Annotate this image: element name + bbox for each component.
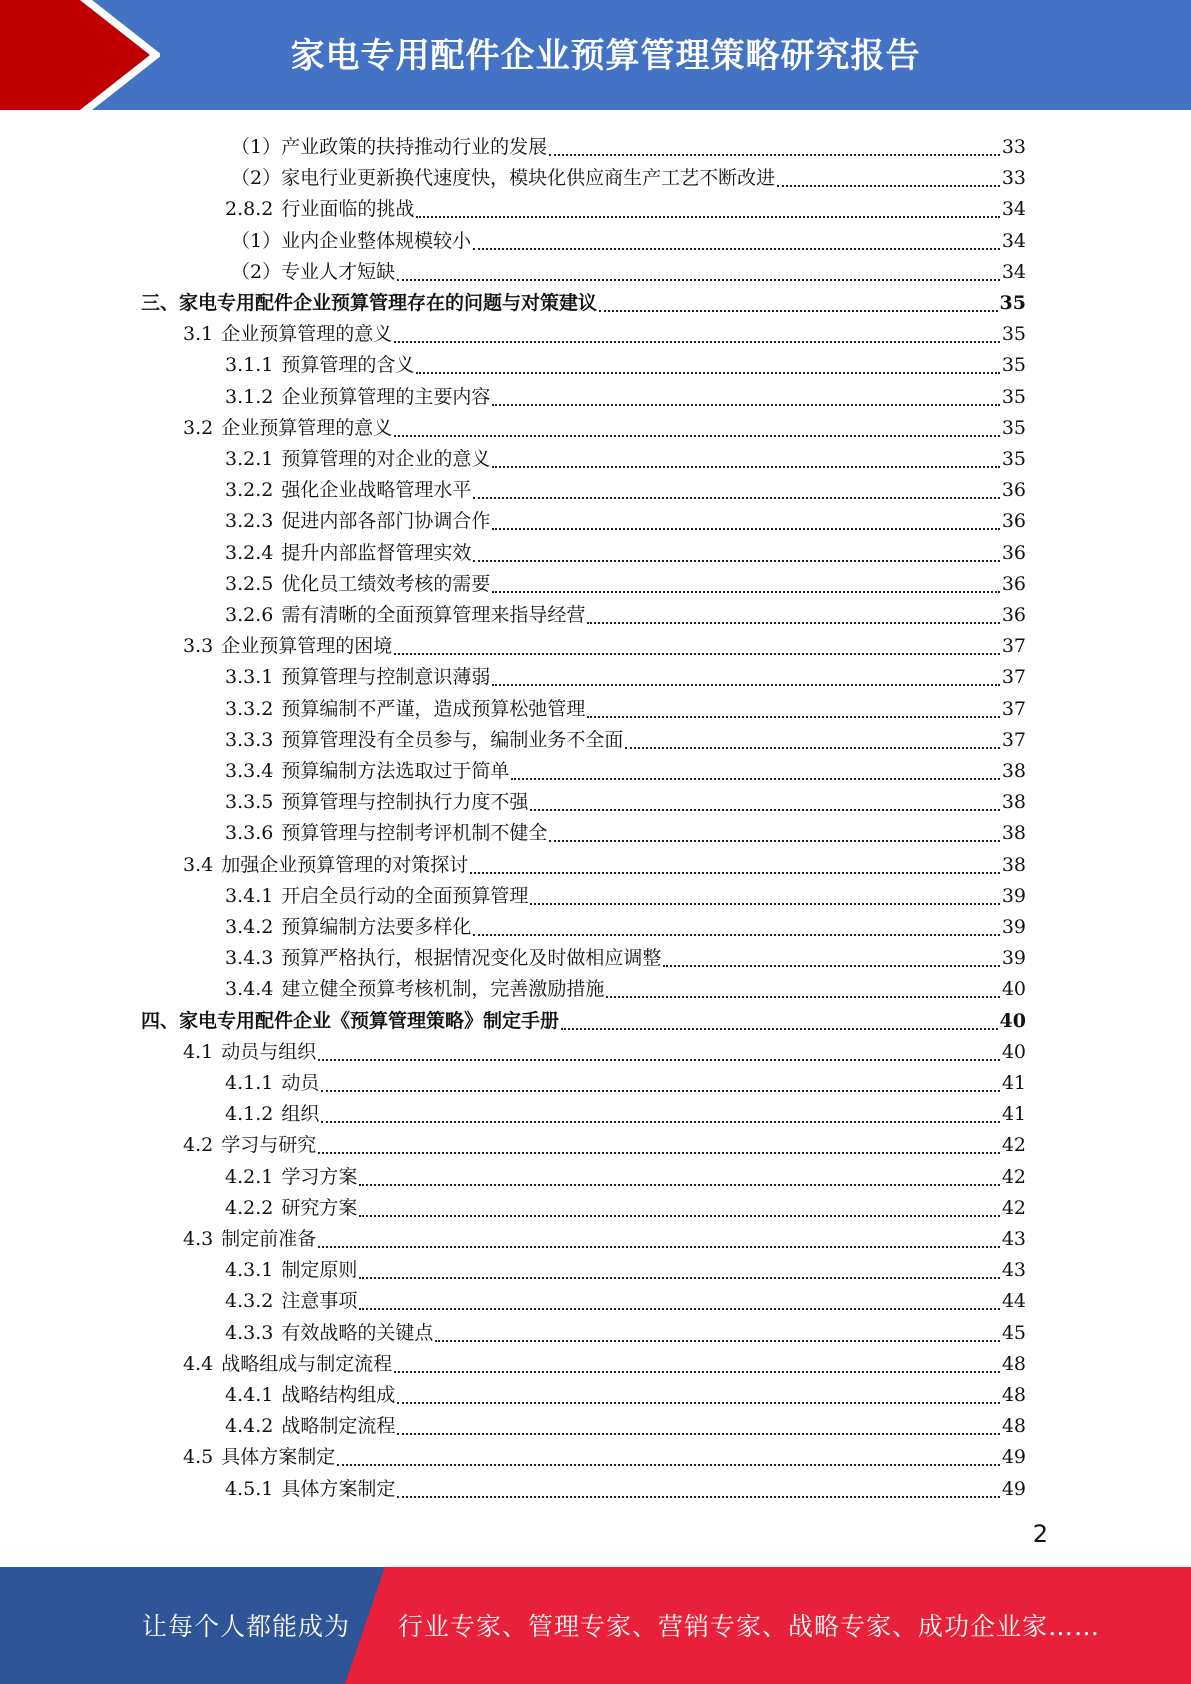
toc-entry-title: （2）家电行业更新换代速度快，模块化供应商生产工艺不断改进 xyxy=(231,167,776,189)
toc-entry[interactable] xyxy=(231,253,1026,284)
toc-dot-leader xyxy=(470,850,1000,874)
toc-dot-leader xyxy=(359,1255,999,1279)
toc-entry-title: 三、家电专用配件企业预算管理存在的问题与对策建议 xyxy=(141,292,598,314)
toc-dot-leader xyxy=(606,974,999,998)
toc-entry-page: 42 xyxy=(1001,1134,1026,1156)
toc-entry-page: 39 xyxy=(1001,916,1026,938)
toc-dot-leader xyxy=(492,506,999,530)
toc-entry-page: 35 xyxy=(1001,417,1026,439)
toc-entry[interactable] xyxy=(183,1033,1026,1064)
toc-entry-number: 3.4.4 xyxy=(225,978,274,1000)
toc-entry-title: 预算管理的对企业的意义 xyxy=(281,448,491,470)
toc-entry-title: 行业面临的挑战 xyxy=(281,198,415,220)
toc-entry-title: 预算管理与控制考评机制不健全 xyxy=(281,822,548,844)
toc-entry-title: 企业预算管理的困境 xyxy=(221,635,393,657)
toc-entry-number: 4.2 xyxy=(183,1134,214,1156)
toc-entry[interactable] xyxy=(225,502,1026,533)
toc-entry-number: 3.4.2 xyxy=(225,916,274,938)
toc-entry-page: 36 xyxy=(1001,510,1026,532)
toc-entry-page: 41 xyxy=(1001,1103,1026,1125)
toc-dot-leader xyxy=(318,1224,1000,1248)
toc-entry-title: 提升内部监督管理实效 xyxy=(281,542,472,564)
toc-entry-page: 39 xyxy=(1001,885,1026,907)
toc-entry[interactable] xyxy=(231,159,1026,190)
toc-dot-leader xyxy=(359,1162,999,1186)
toc-entry[interactable] xyxy=(183,1220,1026,1251)
toc-dot-leader xyxy=(318,1037,1000,1061)
toc-entry[interactable] xyxy=(225,471,1026,502)
toc-dot-leader xyxy=(473,912,999,936)
toc-entry[interactable] xyxy=(225,1064,1026,1095)
toc-entry-number: 4.3.2 xyxy=(225,1290,274,1312)
toc-entry-title: 研究方案 xyxy=(281,1197,358,1219)
toc-entry-title: 战略结构组成 xyxy=(281,1384,396,1406)
toc-entry-number: 3.3.3 xyxy=(225,729,274,751)
toc-entry-number: 4.3.1 xyxy=(225,1259,274,1281)
toc-dot-leader xyxy=(492,382,999,406)
toc-entry-title: 企业预算管理的意义 xyxy=(221,323,393,345)
toc-entry-title: 强化企业战略管理水平 xyxy=(281,479,472,501)
toc-dot-leader xyxy=(318,1130,1000,1154)
toc-dot-leader xyxy=(625,725,999,749)
toc-entry-number: 3.3.2 xyxy=(225,698,274,720)
toc-dot-leader xyxy=(492,569,999,593)
toc-entry-page: 35 xyxy=(999,292,1026,314)
page-title: 家电专用配件企业预算管理策略研究报告 xyxy=(290,36,921,76)
toc-entry-page: 33 xyxy=(1001,167,1026,189)
toc-entry-page: 39 xyxy=(1001,947,1026,969)
toc-entry[interactable] xyxy=(225,1314,1026,1345)
toc-entry-title: 预算管理的含义 xyxy=(281,354,415,376)
toc-entry-page: 41 xyxy=(1001,1072,1026,1094)
toc-entry-number: 3.3.4 xyxy=(225,760,274,782)
toc-entry-number: 4.4.2 xyxy=(225,1415,274,1437)
page-number: 2 xyxy=(1032,1520,1048,1548)
footer-slogan-left: 让每个人都能成为 xyxy=(142,1612,351,1641)
toc-entry[interactable] xyxy=(225,970,1026,1001)
page-header xyxy=(0,0,1191,110)
toc-entry[interactable] xyxy=(225,378,1026,409)
toc-entry-number: 4.3 xyxy=(183,1228,214,1250)
toc-entry-number: 3.1 xyxy=(183,323,214,345)
toc-entry-page: 40 xyxy=(1001,1041,1026,1063)
toc-entry-number: 4.1.2 xyxy=(225,1103,274,1125)
toc-entry[interactable] xyxy=(225,346,1026,377)
toc-entry-page: 37 xyxy=(1001,729,1026,751)
toc-entry-title: 具体方案制定 xyxy=(221,1446,336,1468)
toc-entry-title: 加强企业预算管理的对策探讨 xyxy=(221,854,469,876)
toc-entry[interactable] xyxy=(231,222,1026,253)
toc-entry-title: 制定前准备 xyxy=(221,1228,317,1250)
toc-dot-leader xyxy=(587,694,999,718)
toc-entry-page: 49 xyxy=(1001,1446,1026,1468)
toc-entry-page: 48 xyxy=(1001,1384,1026,1406)
toc-entry-number: 4.5.1 xyxy=(225,1478,274,1500)
toc-dot-leader xyxy=(587,600,999,624)
toc-entry-number: 3.4.1 xyxy=(225,885,274,907)
toc-entry-title: 具体方案制定 xyxy=(281,1478,396,1500)
toc-entry-page: 40 xyxy=(999,1010,1026,1032)
toc-entry-page: 37 xyxy=(1001,666,1026,688)
toc-entry-title: 预算管理与控制意识薄弱 xyxy=(281,666,491,688)
toc-entry[interactable] xyxy=(225,1470,1026,1501)
toc-entry-title: （2）专业人才短缺 xyxy=(231,261,396,283)
toc-entry-page: 33 xyxy=(1001,136,1026,158)
toc-entry-number: 4.4 xyxy=(183,1353,214,1375)
toc-entry-title: 组织 xyxy=(281,1103,320,1125)
toc-entry-title: （1）业内企业整体规模较小 xyxy=(231,230,472,252)
toc-dot-leader xyxy=(549,132,1000,156)
toc-entry-number: 3.4 xyxy=(183,854,214,876)
toc-entry-number: 3.2.1 xyxy=(225,448,274,470)
toc-entry-page: 48 xyxy=(1001,1353,1026,1375)
toc-entry-title: 开启全员行动的全面预算管理 xyxy=(281,885,529,907)
toc-entry-page: 36 xyxy=(1001,573,1026,595)
toc-entry-number: 4.4.1 xyxy=(225,1384,274,1406)
toc-entry-title: 学习与研究 xyxy=(221,1134,317,1156)
toc-dot-leader xyxy=(359,1193,999,1217)
toc-entry[interactable] xyxy=(225,1376,1026,1407)
toc-entry-number: 4.5 xyxy=(183,1446,214,1468)
toc-dot-leader xyxy=(473,226,1000,250)
toc-entry[interactable] xyxy=(183,1438,1026,1469)
toc-dot-leader xyxy=(549,818,999,842)
toc-entry-number: 3.3 xyxy=(183,635,214,657)
toc-entry-title: 预算管理与控制执行力度不强 xyxy=(281,791,529,813)
toc-entry-number: 3.3.6 xyxy=(225,822,274,844)
toc-dot-leader xyxy=(599,288,998,312)
toc-entry[interactable] xyxy=(183,409,1026,440)
toc-dot-leader xyxy=(394,319,1000,343)
toc-entry-title: 有效战略的关键点 xyxy=(281,1322,434,1344)
toc-entry-page: 40 xyxy=(1001,978,1026,1000)
toc-entry-number: 3.3.5 xyxy=(225,791,274,813)
toc-entry-number: 4.3.3 xyxy=(225,1322,274,1344)
toc-entry[interactable] xyxy=(225,939,1026,970)
toc-dot-leader xyxy=(663,943,999,967)
toc-entry-title: 预算管理没有全员参与，编制业务不全面 xyxy=(281,729,624,751)
toc-entry-number: 4.2.2 xyxy=(225,1197,274,1219)
toc-dot-leader xyxy=(492,444,999,468)
toc-entry-page: 38 xyxy=(1001,854,1026,876)
toc-entry-title: 学习方案 xyxy=(281,1166,358,1188)
toc-chapter-entry[interactable] xyxy=(141,1002,1026,1033)
toc-entry-page: 45 xyxy=(1001,1322,1026,1344)
toc-dot-leader xyxy=(337,1442,1000,1466)
toc-dot-leader xyxy=(394,631,1000,655)
toc-entry[interactable] xyxy=(225,190,1026,221)
toc-entry-page: 43 xyxy=(1001,1228,1026,1250)
toc-dot-leader xyxy=(511,756,999,780)
toc-entry-title: 制定原则 xyxy=(281,1259,358,1281)
toc-entry-page: 48 xyxy=(1001,1415,1026,1437)
toc-dot-leader xyxy=(394,413,1000,437)
toc-entry-number: 4.1.1 xyxy=(225,1072,274,1094)
toc-entry-page: 36 xyxy=(1001,604,1026,626)
toc-entry-page: 36 xyxy=(1001,542,1026,564)
toc-entry[interactable] xyxy=(225,565,1026,596)
toc-entry-title: 战略制定流程 xyxy=(281,1415,396,1437)
toc-entry-number: 2.8.2 xyxy=(225,198,274,220)
toc-entry[interactable] xyxy=(225,1095,1026,1126)
toc-entry[interactable] xyxy=(225,1189,1026,1220)
toc-entry-page: 36 xyxy=(1001,479,1026,501)
toc-dot-leader xyxy=(394,1349,1000,1373)
toc-entry-number: 3.4.3 xyxy=(225,947,274,969)
toc-entry-title: 动员与组织 xyxy=(221,1041,317,1063)
toc-entry-number: 4.2.1 xyxy=(225,1166,274,1188)
toc-entry-page: 42 xyxy=(1001,1166,1026,1188)
toc-entry[interactable] xyxy=(183,1126,1026,1157)
toc-entry-number: 4.1 xyxy=(183,1041,214,1063)
toc-entry-page: 35 xyxy=(1001,386,1026,408)
toc-dot-leader xyxy=(397,1411,999,1435)
toc-entry[interactable] xyxy=(183,627,1026,658)
toc-entry-page: 37 xyxy=(1001,698,1026,720)
toc-dot-leader xyxy=(397,257,1000,281)
toc-entry-title: 四、家电专用配件企业《预算管理策略》制定手册 xyxy=(141,1010,560,1032)
toc-entry-title: （1）产业政策的扶持推动行业的发展 xyxy=(231,136,548,158)
toc-entry[interactable] xyxy=(225,1158,1026,1189)
toc-entry[interactable] xyxy=(225,814,1026,845)
toc-chapter-entry[interactable] xyxy=(141,284,1026,315)
toc-entry-number: 3.3.1 xyxy=(225,666,274,688)
toc-entry-page: 35 xyxy=(1001,448,1026,470)
toc-entry-number: 3.2.2 xyxy=(225,479,274,501)
toc-entry-title: 需有清晰的全面预算管理来指导经营 xyxy=(281,604,586,626)
toc-dot-leader xyxy=(359,1286,999,1310)
toc-entry[interactable] xyxy=(225,534,1026,565)
toc-entry-page: 49 xyxy=(1001,1478,1026,1500)
toc-dot-leader xyxy=(416,350,999,374)
toc-entry-number: 3.2.6 xyxy=(225,604,274,626)
toc-entry-page: 37 xyxy=(1001,635,1026,657)
toc-entry[interactable] xyxy=(231,128,1026,159)
toc-dot-leader xyxy=(416,194,999,218)
toc-entry-number: 3.1.1 xyxy=(225,354,274,376)
toc-entry[interactable] xyxy=(225,440,1026,471)
toc-entry[interactable] xyxy=(183,315,1026,346)
toc-entry-number: 3.2.3 xyxy=(225,510,274,532)
footer-slogan-right: 行业专家、管理专家、营销专家、战略专家、成功企业家…… xyxy=(398,1612,1101,1641)
toc-dot-leader xyxy=(473,538,999,562)
toc-entry-title: 促进内部各部门协调合作 xyxy=(281,510,491,532)
toc-entry-page: 35 xyxy=(1001,354,1026,376)
toc-dot-leader xyxy=(473,475,999,499)
toc-entry-title: 企业预算管理的主要内容 xyxy=(281,386,491,408)
toc-dot-leader xyxy=(561,1006,998,1030)
page-footer xyxy=(0,1567,1191,1684)
toc-entry-page: 35 xyxy=(1001,323,1026,345)
toc-entry-page: 38 xyxy=(1001,791,1026,813)
toc-entry[interactable] xyxy=(183,1345,1026,1376)
toc-entry[interactable] xyxy=(225,658,1026,689)
toc-entry[interactable] xyxy=(225,721,1026,752)
toc-dot-leader xyxy=(530,787,999,811)
toc-entry-title: 预算编制不严谨，造成预算松弛管理 xyxy=(281,698,586,720)
toc-entry[interactable] xyxy=(225,690,1026,721)
toc-dot-leader xyxy=(397,1380,999,1404)
toc-dot-leader xyxy=(435,1318,999,1342)
toc-entry-page: 34 xyxy=(1001,230,1026,252)
toc-entry-title: 动员 xyxy=(281,1072,320,1094)
toc-entry-title: 注意事项 xyxy=(281,1290,358,1312)
toc-entry-title: 战略组成与制定流程 xyxy=(221,1353,393,1375)
toc-entry[interactable] xyxy=(225,752,1026,783)
toc-entry-title: 预算编制方法选取过于简单 xyxy=(281,760,510,782)
toc-entry-title: 预算严格执行，根据情况变化及时做相应调整 xyxy=(281,947,662,969)
toc-entry-page: 43 xyxy=(1001,1259,1026,1281)
toc-entry-title: 优化员工绩效考核的需要 xyxy=(281,573,491,595)
toc-entry[interactable] xyxy=(225,1407,1026,1438)
toc-entry-title: 预算编制方法要多样化 xyxy=(281,916,472,938)
toc-entry[interactable] xyxy=(183,846,1026,877)
toc-entry-title: 建立健全预算考核机制，完善激励措施 xyxy=(281,978,605,1000)
toc-dot-leader xyxy=(321,1099,999,1123)
toc-dot-leader xyxy=(321,1068,999,1092)
toc-dot-leader xyxy=(530,881,999,905)
toc-entry[interactable] xyxy=(225,783,1026,814)
toc-entry[interactable] xyxy=(225,877,1026,908)
toc-entry-page: 42 xyxy=(1001,1197,1026,1219)
toc-entry-page: 38 xyxy=(1001,760,1026,782)
toc-entry[interactable] xyxy=(225,1251,1026,1282)
toc-entry-number: 3.1.2 xyxy=(225,386,274,408)
toc-entry-page: 34 xyxy=(1001,261,1026,283)
toc-entry-number: 3.2.4 xyxy=(225,542,274,564)
toc-entry-number: 3.2 xyxy=(183,417,214,439)
toc-entry-page: 38 xyxy=(1001,822,1026,844)
toc-entry-page: 34 xyxy=(1001,198,1026,220)
toc-entry-title: 企业预算管理的意义 xyxy=(221,417,393,439)
toc-entry-page: 44 xyxy=(1001,1290,1026,1312)
toc-entry[interactable] xyxy=(225,908,1026,939)
toc-entry-number: 3.2.5 xyxy=(225,573,274,595)
toc-entry[interactable] xyxy=(225,1282,1026,1313)
toc-dot-leader xyxy=(777,163,1000,187)
toc-dot-leader xyxy=(492,662,999,686)
toc-entry[interactable] xyxy=(225,596,1026,627)
toc-dot-leader xyxy=(397,1474,999,1498)
